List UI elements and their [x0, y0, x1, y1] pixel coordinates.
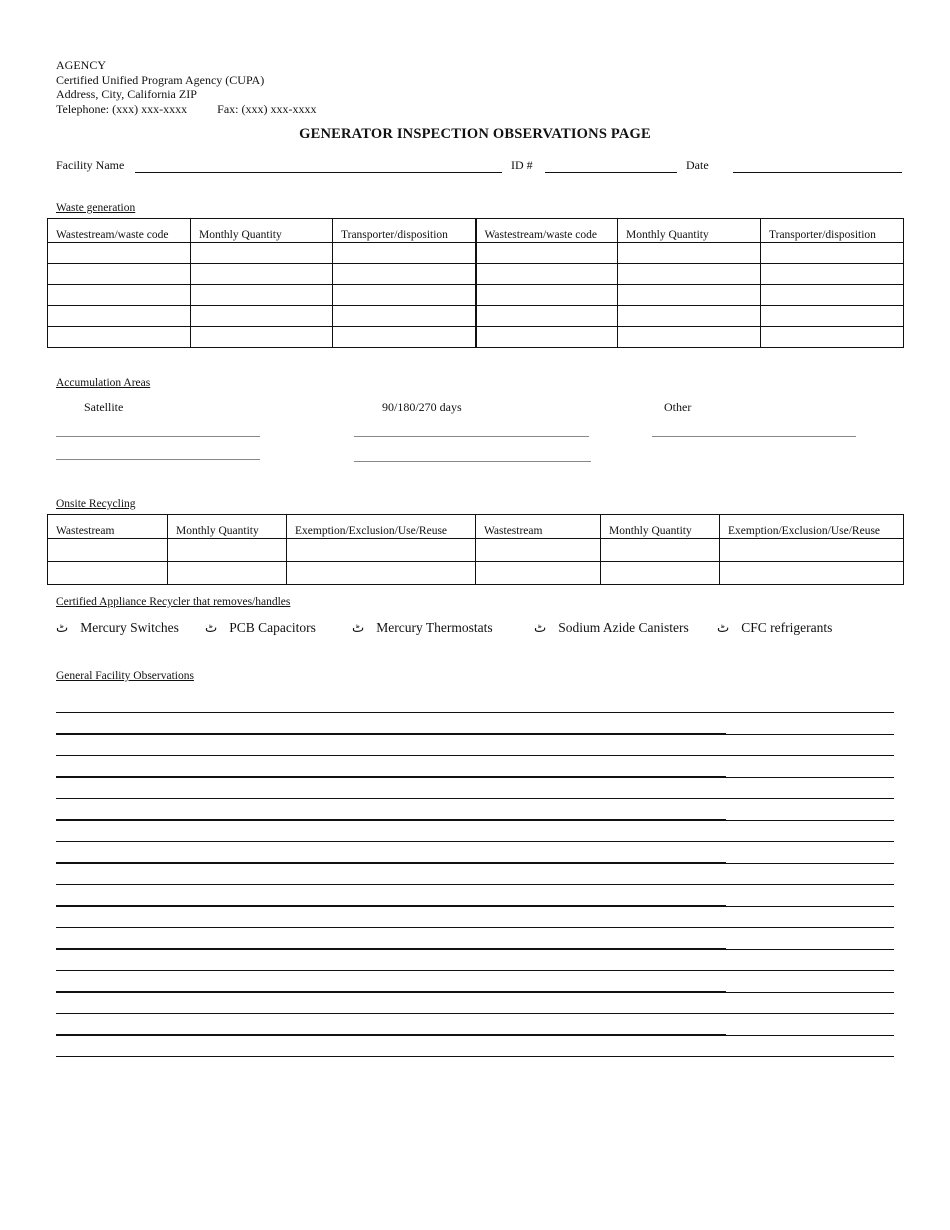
checkbox-icon: ٹ — [205, 620, 218, 636]
table-cell[interactable] — [48, 285, 191, 306]
observation-line-emphasis — [56, 819, 726, 820]
checkbox-mercury-thermostats[interactable] — [352, 620, 493, 636]
table-cell[interactable] — [287, 539, 476, 562]
observation-line-emphasis — [56, 1034, 726, 1035]
checkbox-label: CFC refrigerants — [741, 620, 833, 635]
appliance-recycler-heading: Certified Appliance Recycler that removes/handles — [56, 596, 291, 608]
column-header: Wastestream — [476, 515, 601, 539]
column-header: Monthly Quantity — [618, 219, 761, 243]
table-cell[interactable] — [191, 327, 333, 348]
table-row — [48, 306, 904, 327]
onsite-recycling-heading: Onsite Recycling — [56, 498, 136, 510]
table-cell[interactable] — [476, 243, 618, 264]
date-label: Date — [686, 158, 709, 172]
table-cell[interactable] — [476, 285, 618, 306]
table-cell[interactable] — [476, 264, 618, 285]
table-cell[interactable] — [48, 539, 168, 562]
waste-generation-table — [47, 218, 904, 348]
checkbox-icon: ٹ — [352, 620, 365, 636]
observation-line[interactable] — [56, 777, 894, 778]
table-cell[interactable] — [761, 306, 904, 327]
days-field[interactable] — [354, 436, 589, 437]
other-label: Other — [664, 400, 692, 414]
facility-name-label: Facility Name — [56, 158, 125, 172]
observation-line[interactable] — [56, 841, 894, 842]
table-cell[interactable] — [333, 285, 476, 306]
id-field[interactable] — [545, 172, 677, 173]
observation-line[interactable] — [56, 927, 894, 928]
checkbox-icon: ٹ — [56, 620, 69, 636]
checkbox-mercury-switches[interactable] — [56, 620, 179, 636]
table-cell[interactable] — [333, 327, 476, 348]
table-cell[interactable] — [618, 243, 761, 264]
table-cell[interactable] — [618, 327, 761, 348]
table-row — [48, 327, 904, 348]
satellite-label: Satellite — [84, 400, 124, 414]
table-cell[interactable] — [191, 306, 333, 327]
table-cell[interactable] — [48, 243, 191, 264]
contact-line — [56, 102, 316, 117]
observation-line[interactable] — [56, 1013, 894, 1014]
column-header: Exemption/Exclusion/Use/Reuse — [287, 515, 476, 539]
table-cell[interactable] — [333, 243, 476, 264]
column-header: Monthly Quantity — [601, 515, 720, 539]
table-cell[interactable] — [761, 327, 904, 348]
observation-line-emphasis — [56, 776, 726, 777]
observation-line-emphasis — [56, 862, 726, 863]
table-cell[interactable] — [48, 327, 191, 348]
checkbox-label: PCB Capacitors — [229, 620, 316, 635]
table-cell[interactable] — [601, 562, 720, 585]
table-cell[interactable] — [333, 306, 476, 327]
observation-line[interactable] — [56, 712, 894, 713]
column-header: Monthly Quantity — [191, 219, 333, 243]
table-cell[interactable] — [761, 264, 904, 285]
observation-line[interactable] — [56, 863, 894, 864]
fax: Fax: (xxx) xxx-xxxx — [217, 101, 317, 116]
table-cell[interactable] — [476, 306, 618, 327]
column-header: Exemption/Exclusion/Use/Reuse — [720, 515, 904, 539]
other-field[interactable] — [652, 436, 856, 437]
table-cell[interactable] — [48, 562, 168, 585]
table-cell[interactable] — [476, 562, 601, 585]
checkbox-pcb-capacitors[interactable] — [205, 620, 316, 636]
table-cell[interactable] — [476, 327, 618, 348]
table-cell[interactable] — [48, 306, 191, 327]
table-cell[interactable] — [191, 264, 333, 285]
table-cell[interactable] — [476, 539, 601, 562]
table-cell[interactable] — [720, 539, 904, 562]
waste-generation-heading: Waste generation — [56, 202, 136, 214]
checkbox-cfc-refrigerants[interactable] — [717, 620, 832, 636]
observation-line[interactable] — [56, 949, 894, 950]
observation-line[interactable] — [56, 1035, 894, 1036]
table-header-row — [48, 219, 904, 243]
days-label: 90/180/270 days — [382, 400, 462, 414]
column-header: Wastestream/waste code — [48, 219, 191, 243]
column-header: Transporter/disposition — [761, 219, 904, 243]
observation-line[interactable] — [56, 755, 894, 756]
agency-name: AGENCY — [56, 58, 106, 72]
table-row — [48, 285, 904, 306]
checkbox-label: Mercury Thermostats — [376, 620, 493, 635]
observation-line[interactable] — [56, 1056, 894, 1057]
observation-line[interactable] — [56, 798, 894, 799]
checkbox-sodium-azide-canisters[interactable] — [534, 620, 689, 636]
agency-header — [56, 58, 316, 116]
table-cell[interactable] — [168, 539, 287, 562]
agency-address: Address, City, California ZIP — [56, 87, 197, 101]
days-field[interactable] — [354, 461, 591, 462]
telephone: Telephone: (xxx) xxx-xxxx — [56, 101, 188, 116]
observation-line[interactable] — [56, 906, 894, 907]
observation-line[interactable] — [56, 734, 894, 735]
table-cell[interactable] — [761, 285, 904, 306]
table-row — [48, 243, 904, 264]
facility-name-field[interactable] — [135, 172, 502, 173]
column-header: Wastestream/waste code — [476, 219, 618, 243]
table-row — [48, 539, 904, 562]
table-cell[interactable] — [601, 539, 720, 562]
table-header-row — [48, 515, 904, 539]
table-cell[interactable] — [618, 264, 761, 285]
observation-line-emphasis — [56, 991, 726, 992]
cupa-name: Certified Unified Program Agency (CUPA) — [56, 72, 265, 87]
date-field[interactable] — [733, 172, 902, 173]
column-header: Transporter/disposition — [333, 219, 476, 243]
satellite-field[interactable] — [56, 459, 260, 460]
table-cell[interactable] — [618, 306, 761, 327]
observation-line[interactable] — [56, 992, 894, 993]
table-cell[interactable] — [720, 562, 904, 585]
observation-line-emphasis — [56, 948, 726, 949]
page-title: GENERATOR INSPECTION OBSERVATIONS PAGE — [299, 126, 651, 142]
checkbox-label: Mercury Switches — [80, 620, 179, 635]
onsite-recycling-table — [47, 514, 904, 585]
checkbox-label: Sodium Azide Canisters — [558, 620, 689, 635]
table-cell[interactable] — [191, 285, 333, 306]
observation-line-emphasis — [56, 905, 726, 906]
table-cell[interactable] — [618, 285, 761, 306]
table-cell[interactable] — [761, 243, 904, 264]
table-cell[interactable] — [287, 562, 476, 585]
satellite-field[interactable] — [56, 436, 260, 437]
observation-line[interactable] — [56, 884, 894, 885]
checkbox-icon: ٹ — [717, 620, 730, 636]
table-cell[interactable] — [191, 243, 333, 264]
column-header: Monthly Quantity — [168, 515, 287, 539]
observation-line[interactable] — [56, 820, 894, 821]
checkbox-icon: ٹ — [534, 620, 547, 636]
table-row — [48, 264, 904, 285]
observation-line[interactable] — [56, 970, 894, 971]
accumulation-areas-heading: Accumulation Areas — [56, 377, 151, 389]
column-header: Wastestream — [48, 515, 168, 539]
table-row — [48, 562, 904, 585]
table-cell[interactable] — [168, 562, 287, 585]
table-cell[interactable] — [333, 264, 476, 285]
table-cell[interactable] — [48, 264, 191, 285]
observation-line-emphasis — [56, 733, 726, 734]
observations-heading: General Facility Observations — [56, 670, 194, 682]
id-label: ID # — [511, 158, 533, 172]
